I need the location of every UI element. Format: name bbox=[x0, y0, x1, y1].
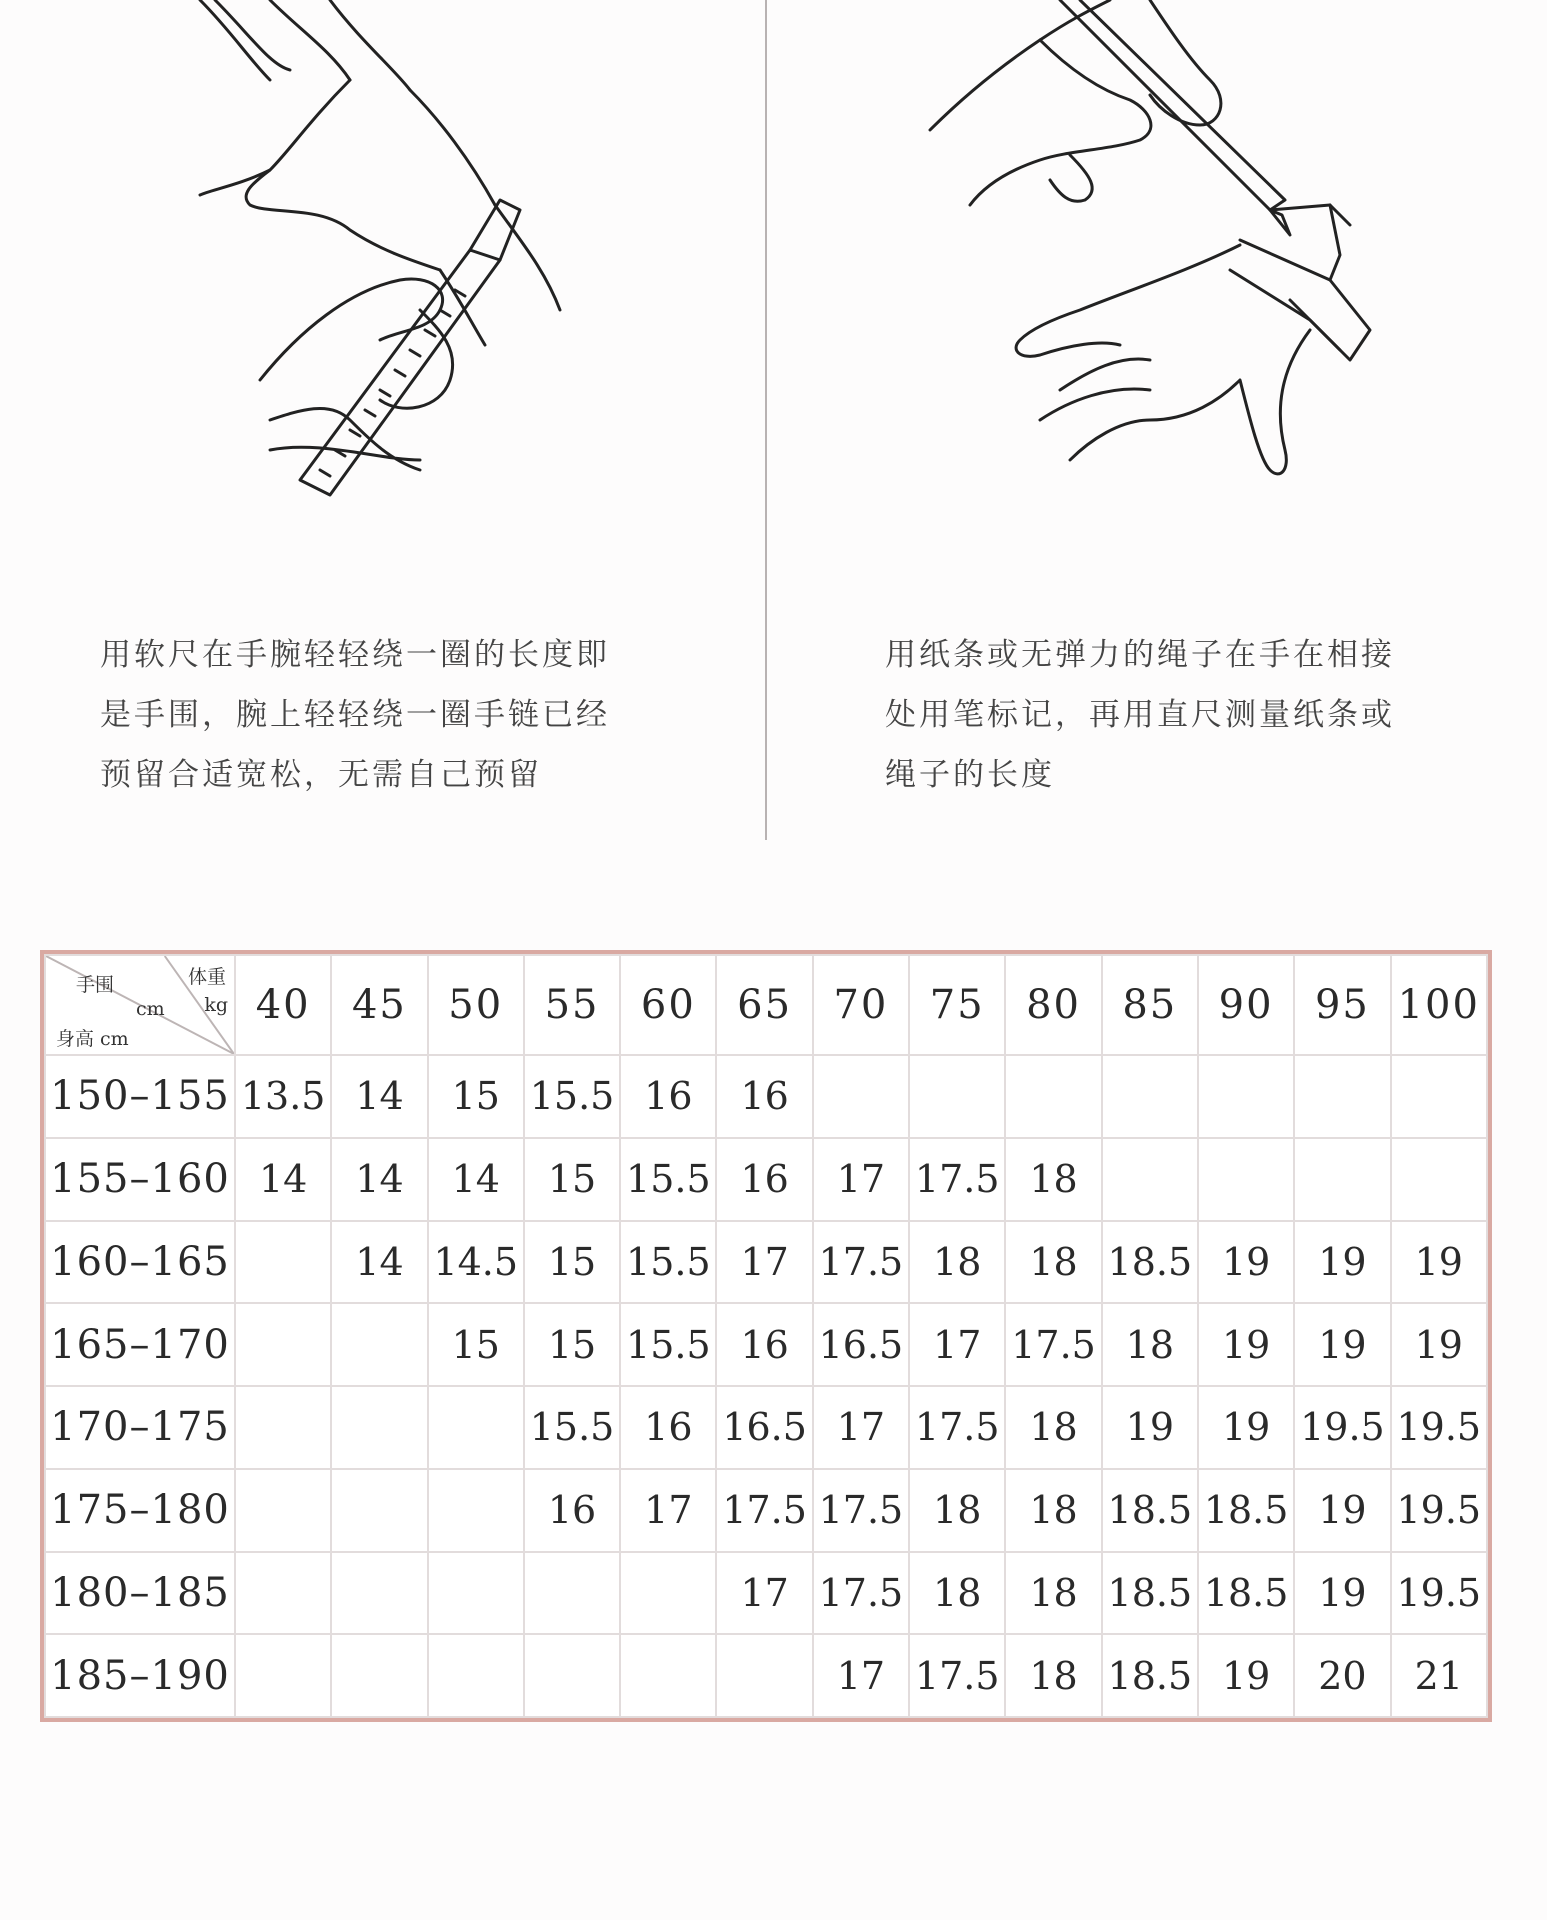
caption-line: 用软尺在手腕轻轻绕一圈的长度即 bbox=[100, 637, 610, 673]
weight-column-header: 100 bbox=[1391, 955, 1487, 1055]
wrist-size-cell: 14 bbox=[428, 1138, 524, 1221]
wrist-size-cell: 17 bbox=[716, 1221, 812, 1304]
wrist-size-cell: 15 bbox=[428, 1303, 524, 1386]
wrist-size-cell: 17 bbox=[716, 1552, 812, 1635]
table-row bbox=[45, 1552, 1487, 1635]
table-row bbox=[45, 1469, 1487, 1552]
wrist-size-cell: 14 bbox=[331, 1138, 427, 1221]
caption-line: 是手围，腕上轻轻绕一圈手链已经 bbox=[100, 697, 610, 733]
wrist-size-cell: 16 bbox=[716, 1303, 812, 1386]
wrist-size-cell: 19 bbox=[1294, 1552, 1390, 1635]
wrist-size-cell bbox=[428, 1634, 524, 1717]
wrist-size-cell: 19 bbox=[1198, 1221, 1294, 1304]
wrist-size-cell: 16 bbox=[524, 1469, 620, 1552]
wrist-size-cell: 14 bbox=[235, 1138, 331, 1221]
wrist-size-cell: 19.5 bbox=[1391, 1469, 1487, 1552]
weight-column-header: 50 bbox=[428, 955, 524, 1055]
wrist-size-cell bbox=[524, 1552, 620, 1635]
wrist-size-cell: 18 bbox=[1005, 1469, 1101, 1552]
wrist-size-cell: 17.5 bbox=[813, 1221, 909, 1304]
weight-column-header: 60 bbox=[620, 955, 716, 1055]
wrist-size-cell: 15 bbox=[524, 1221, 620, 1304]
wrist-size-cell: 15.5 bbox=[620, 1138, 716, 1221]
table-row bbox=[45, 1221, 1487, 1304]
soft-tape-caption bbox=[100, 625, 700, 805]
weight-column-header: 75 bbox=[909, 955, 1005, 1055]
wrist-size-cell bbox=[428, 1469, 524, 1552]
wrist-size-cell: 20 bbox=[1294, 1634, 1390, 1717]
wrist-size-cell: 18 bbox=[1005, 1221, 1101, 1304]
wrist-size-cell bbox=[1198, 1138, 1294, 1221]
height-range-cell: 150–155 bbox=[45, 1055, 235, 1138]
wrist-size-cell: 17.5 bbox=[813, 1469, 909, 1552]
table-row bbox=[45, 1055, 1487, 1138]
wrist-size-cell bbox=[620, 1634, 716, 1717]
caption-line: 用纸条或无弹力的绳子在手在相接 bbox=[885, 637, 1395, 673]
wrist-size-cell bbox=[331, 1552, 427, 1635]
paper-strip-caption bbox=[885, 625, 1485, 805]
height-label: 身高 cm bbox=[56, 1028, 129, 1050]
wrist-size-cell: 18.5 bbox=[1198, 1469, 1294, 1552]
caption-line: 预留合适宽松，无需自己预留 bbox=[100, 757, 542, 793]
wrist-size-cell: 14 bbox=[331, 1055, 427, 1138]
wrist-size-cell: 19 bbox=[1102, 1386, 1198, 1469]
wrist-size-cell: 18.5 bbox=[1102, 1634, 1198, 1717]
wrist-size-cell bbox=[1391, 1055, 1487, 1138]
wrist-size-cell bbox=[620, 1552, 716, 1635]
wrist-size-cell: 17.5 bbox=[909, 1386, 1005, 1469]
wrist-size-cell bbox=[428, 1386, 524, 1469]
column-divider bbox=[765, 0, 767, 840]
wrist-size-cell: 15 bbox=[524, 1138, 620, 1221]
wrist-size-cell bbox=[235, 1634, 331, 1717]
wrist-size-cell: 16 bbox=[716, 1055, 812, 1138]
wrist-size-cell bbox=[235, 1386, 331, 1469]
wrist-size-cell: 19 bbox=[1391, 1221, 1487, 1304]
wrist-size-cell bbox=[235, 1552, 331, 1635]
wrist-size-cell: 18.5 bbox=[1102, 1552, 1198, 1635]
caption-line: 处用笔标记，再用直尺测量纸条或 bbox=[885, 697, 1395, 733]
weight-unit-label: kg bbox=[204, 994, 228, 1016]
wrist-size-cell: 17 bbox=[813, 1634, 909, 1717]
caption-line: 绳子的长度 bbox=[885, 757, 1055, 793]
wrist-size-cell bbox=[331, 1469, 427, 1552]
wrist-size-cell: 16.5 bbox=[716, 1386, 812, 1469]
wrist-size-cell: 13.5 bbox=[235, 1055, 331, 1138]
table-row bbox=[45, 1303, 1487, 1386]
table-header-row bbox=[45, 955, 1487, 1055]
wrist-size-cell: 18 bbox=[1005, 1386, 1101, 1469]
wrist-size-cell: 15.5 bbox=[524, 1055, 620, 1138]
wrist-size-cell: 18.5 bbox=[1102, 1221, 1198, 1304]
wrist-size-cell bbox=[1102, 1055, 1198, 1138]
wrist-size-table bbox=[40, 950, 1492, 1722]
height-range-cell: 160–165 bbox=[45, 1221, 235, 1304]
table-row bbox=[45, 1634, 1487, 1717]
wrist-size-cell bbox=[428, 1552, 524, 1635]
weight-column-header: 95 bbox=[1294, 955, 1390, 1055]
wrist-size-cell: 19 bbox=[1198, 1386, 1294, 1469]
wrist-size-cell: 18 bbox=[1005, 1552, 1101, 1635]
wrist-size-cell: 17.5 bbox=[1005, 1303, 1101, 1386]
table-row bbox=[45, 1138, 1487, 1221]
wrist-size-cell bbox=[909, 1055, 1005, 1138]
wrist-size-cell: 19 bbox=[1294, 1221, 1390, 1304]
wrist-size-cell: 17 bbox=[620, 1469, 716, 1552]
wrist-size-cell: 16 bbox=[716, 1138, 812, 1221]
weight-column-header: 70 bbox=[813, 955, 909, 1055]
weight-column-header: 85 bbox=[1102, 955, 1198, 1055]
wrist-size-cell bbox=[1102, 1138, 1198, 1221]
table-row bbox=[45, 1386, 1487, 1469]
wrist-size-cell: 17.5 bbox=[716, 1469, 812, 1552]
wrist-size-cell: 19 bbox=[1391, 1303, 1487, 1386]
height-range-cell: 175–180 bbox=[45, 1469, 235, 1552]
weight-column-header: 55 bbox=[524, 955, 620, 1055]
height-range-cell: 155–160 bbox=[45, 1138, 235, 1221]
wrist-size-cell: 17 bbox=[813, 1386, 909, 1469]
wrist-size-cell bbox=[524, 1634, 620, 1717]
height-range-cell: 170–175 bbox=[45, 1386, 235, 1469]
wrist-size-cell: 18 bbox=[1005, 1138, 1101, 1221]
wrist-size-cell: 18 bbox=[909, 1552, 1005, 1635]
wrist-size-cell bbox=[235, 1303, 331, 1386]
wrist-size-cell: 16 bbox=[620, 1055, 716, 1138]
wrist-size-cell bbox=[1294, 1055, 1390, 1138]
wrist-size-cell: 14 bbox=[331, 1221, 427, 1304]
weight-column-header: 40 bbox=[235, 955, 331, 1055]
wrist-size-cell: 15 bbox=[428, 1055, 524, 1138]
wrist-size-cell: 18 bbox=[1102, 1303, 1198, 1386]
wrist-size-cell: 18.5 bbox=[1102, 1469, 1198, 1552]
height-range-cell: 185–190 bbox=[45, 1634, 235, 1717]
wrist-size-cell: 18 bbox=[909, 1221, 1005, 1304]
weight-column-header: 45 bbox=[331, 955, 427, 1055]
wrist-size-cell: 15.5 bbox=[620, 1221, 716, 1304]
wrist-size-cell: 19 bbox=[1294, 1303, 1390, 1386]
wrist-size-cell bbox=[1198, 1055, 1294, 1138]
weight-column-header: 65 bbox=[716, 955, 812, 1055]
height-range-cell: 165–170 bbox=[45, 1303, 235, 1386]
wrist-size-cell bbox=[1005, 1055, 1101, 1138]
table-body bbox=[45, 1055, 1487, 1717]
wrist-size-cell: 16.5 bbox=[813, 1303, 909, 1386]
wrist-size-cell: 15 bbox=[524, 1303, 620, 1386]
wrist-size-cell: 16 bbox=[620, 1386, 716, 1469]
weight-column-header: 90 bbox=[1198, 955, 1294, 1055]
wrist-size-cell: 19.5 bbox=[1391, 1552, 1487, 1635]
wrist-size-cell: 19 bbox=[1198, 1634, 1294, 1717]
weight-column-header: 80 bbox=[1005, 955, 1101, 1055]
table-corner-cell bbox=[45, 955, 235, 1055]
wrist-size-cell bbox=[331, 1386, 427, 1469]
hand-circumference-label: 手围 bbox=[76, 974, 115, 996]
wrist-size-cell: 18.5 bbox=[1198, 1552, 1294, 1635]
wrist-size-cell bbox=[1294, 1138, 1390, 1221]
size-table bbox=[44, 954, 1488, 1718]
wrist-size-cell bbox=[716, 1634, 812, 1717]
wrist-size-cell: 19 bbox=[1294, 1469, 1390, 1552]
wrist-size-cell: 18 bbox=[909, 1469, 1005, 1552]
weight-label: 体重 bbox=[187, 966, 226, 988]
wrist-size-cell: 14.5 bbox=[428, 1221, 524, 1304]
paper-strip-illustration bbox=[770, 0, 1547, 840]
wrist-size-cell: 15.5 bbox=[620, 1303, 716, 1386]
wrist-size-cell: 21 bbox=[1391, 1634, 1487, 1717]
wrist-size-cell: 17 bbox=[909, 1303, 1005, 1386]
wrist-size-cell: 18 bbox=[1005, 1634, 1101, 1717]
wrist-size-cell: 19.5 bbox=[1391, 1386, 1487, 1469]
wrist-size-cell: 17 bbox=[813, 1138, 909, 1221]
wrist-size-cell bbox=[235, 1469, 331, 1552]
wrist-size-cell: 19.5 bbox=[1294, 1386, 1390, 1469]
wrist-size-cell: 15.5 bbox=[524, 1386, 620, 1469]
wrist-size-cell: 17.5 bbox=[909, 1138, 1005, 1221]
soft-tape-illustration bbox=[0, 0, 760, 840]
wrist-size-cell bbox=[1391, 1138, 1487, 1221]
height-range-cell: 180–185 bbox=[45, 1552, 235, 1635]
wrist-size-cell bbox=[235, 1221, 331, 1304]
wrist-size-cell bbox=[331, 1303, 427, 1386]
wrist-size-cell: 19 bbox=[1198, 1303, 1294, 1386]
wrist-size-cell bbox=[813, 1055, 909, 1138]
wrist-size-cell bbox=[331, 1634, 427, 1717]
wrist-size-cell: 17.5 bbox=[909, 1634, 1005, 1717]
wrist-size-cell: 17.5 bbox=[813, 1552, 909, 1635]
hand-unit-label: cm bbox=[136, 998, 165, 1020]
